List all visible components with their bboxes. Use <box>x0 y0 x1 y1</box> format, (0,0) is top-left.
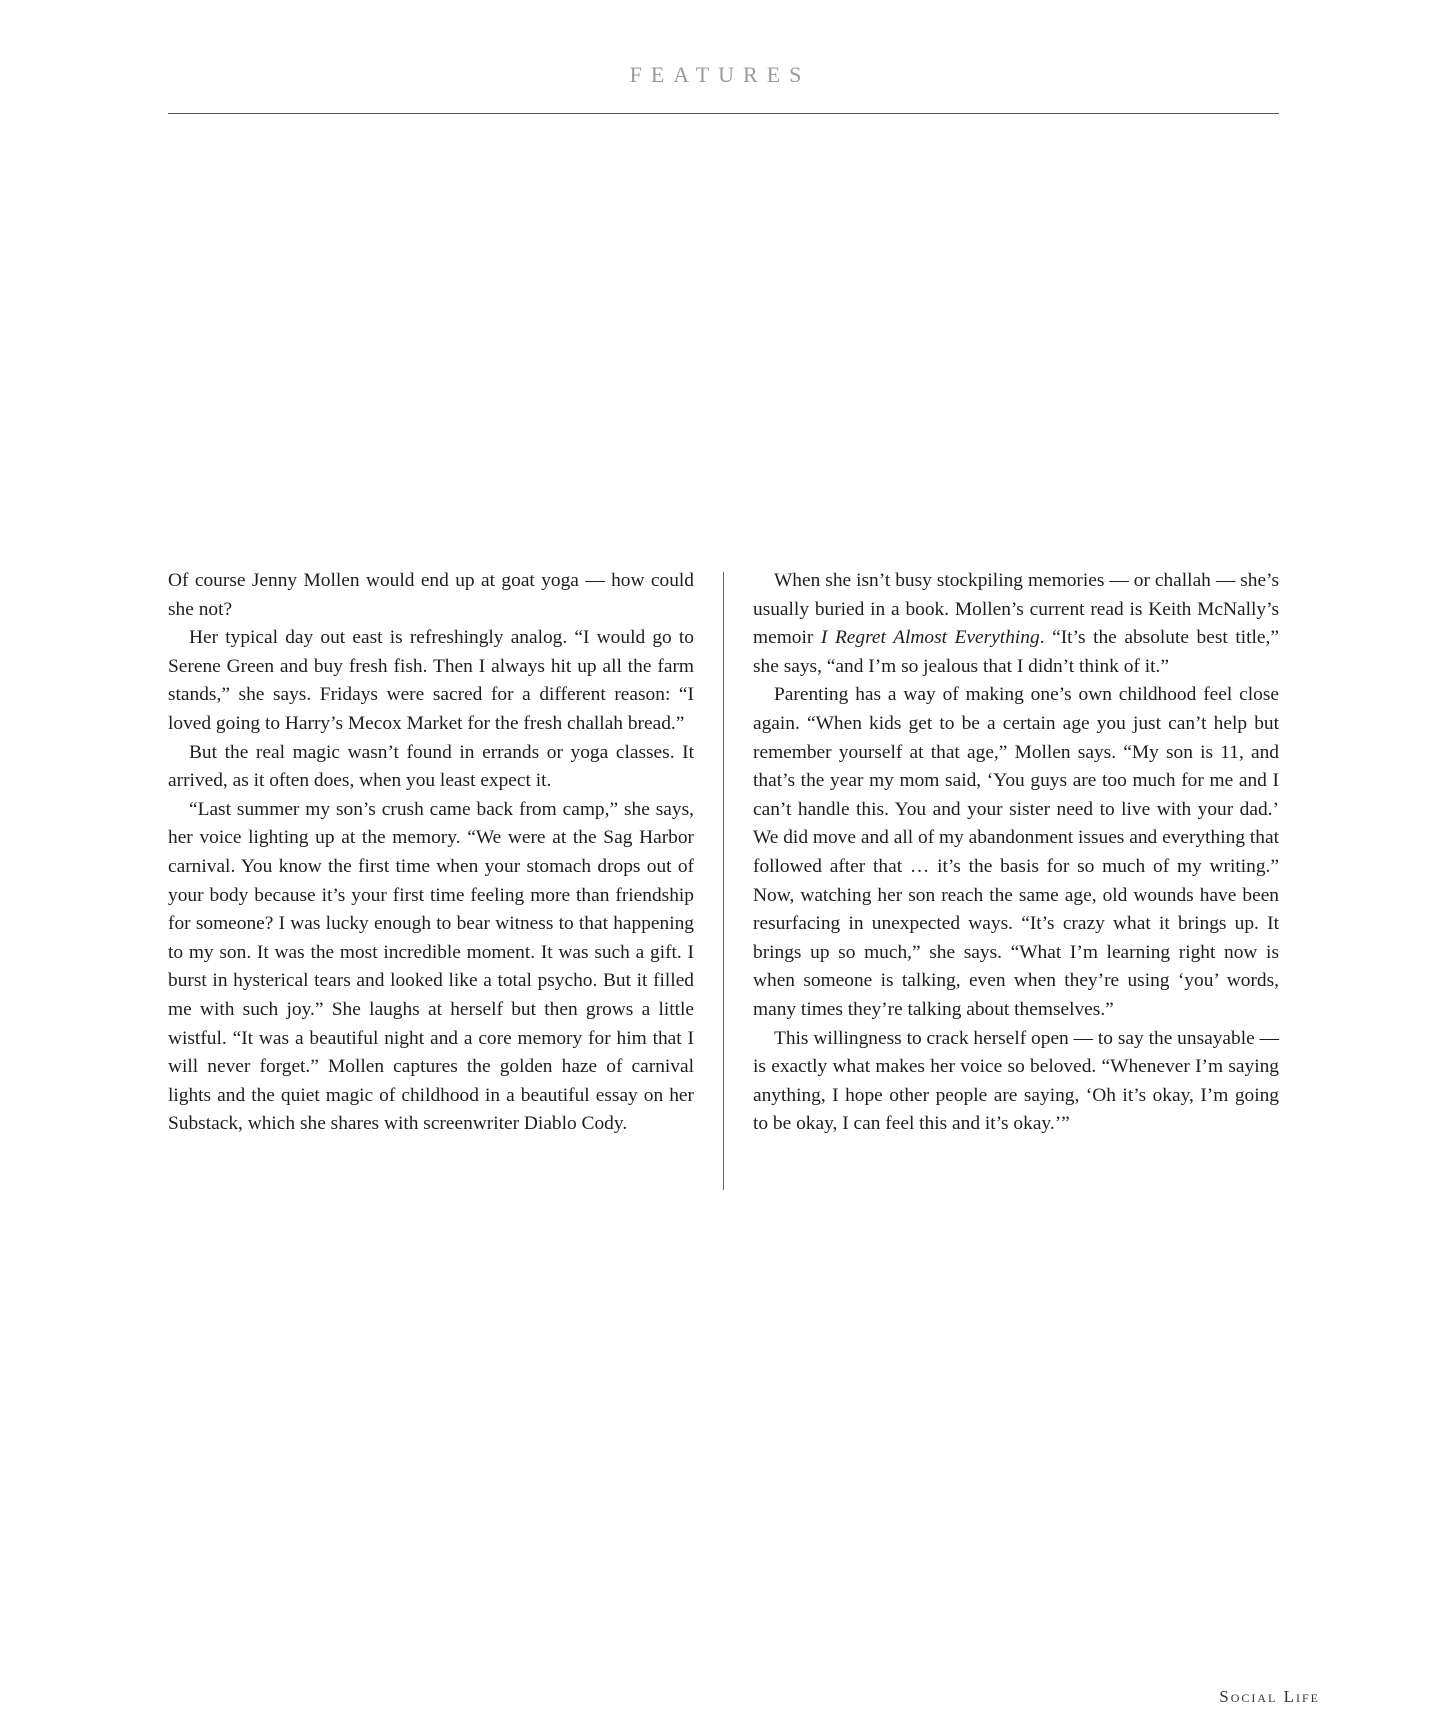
section-label: FEATURES <box>629 62 811 87</box>
paragraph: Of course Jenny Mollen would end up at goat yoga — how could she not? <box>168 570 694 620</box>
column-divider <box>723 572 724 1190</box>
paragraph-text: . “It’s the absolute best title,” she says, “and I’m so jealous that I didn’t think of it.” <box>753 627 1279 677</box>
article-left-column <box>168 567 694 1139</box>
paragraph: Her typical day out east is refreshingly analog. “I would go to Serene Green and buy fresh fish. Then I always hit up all the farm stands,” she says. Fridays were sacred for a different reason: “I loved going to Harry’s Mecox Market for the fresh challah bread.” <box>168 627 694 734</box>
header-rule <box>168 113 1279 114</box>
paragraph: “Last summer my son’s crush came back from camp,” she says, her voice lighting up at the memory. “We were at the Sag Harbor carnival. You know the first time when your stomach drops out of your body because it’s your first time feeling more than friendship for someone? I was lucky enough to bear witness to that happening to my son. It was the most incredible moment. It was such a gift. I burst in hysterical tears and looked like a total psycho. But it filled me with such joy.” She laughs at herself but then grows a little wistful. “It was a beautiful night and a core memory for him that I will never forget.” Mollen captures the golden haze of carnival lights and the quiet magic of childhood in a beautiful essay on her Substack, which she shares with screenwriter Diablo Cody. <box>168 798 694 1135</box>
publication-footer: Social Life <box>1219 1687 1320 1706</box>
paragraph: Parenting has a way of making one’s own childhood feel close again. “When kids get to be a certain age you just can’t help but remember yourself at that age,” Mollen says. “My son is 11, and that’s the year my mom said, ‘You guys are too much for me and I can’t handle this. You and your sister need to live with your dad.’ We did move and all of my abandonment issues and everything that followed after that … it’s the basis for so much of my writing.” Now, watching her son reach the same age, old wounds have been resurfacing in unexpected ways. “It’s crazy what it brings up. It brings up so much,” she says. “What I’m learning right now is when someone is talking, even when they’re using ‘you’ words, many times they’re talking about themselves.” <box>753 684 1279 1020</box>
paragraph-text: When she isn’t busy stockpiling memories — or challah — she’s usually buried in a book. Mollen’s current read is Keith McNally’s memoir <box>753 570 1279 649</box>
paragraph: This willingness to crack herself open — to say the unsayable — is exactly what makes her voice so beloved. “Whenever I’m saying anything, I hope other people are saying, ‘Oh it’s okay, I’m going to be okay, I can feel this and it’s okay.’” <box>753 1027 1279 1135</box>
article-right-column <box>753 567 1279 1139</box>
book-title: I Regret Almost Everything <box>820 627 1040 649</box>
paragraph <box>753 567 1279 681</box>
paragraph: But the real magic wasn’t found in errands or yoga classes. It arrived, as it often does, when you least expect it. <box>168 741 694 792</box>
